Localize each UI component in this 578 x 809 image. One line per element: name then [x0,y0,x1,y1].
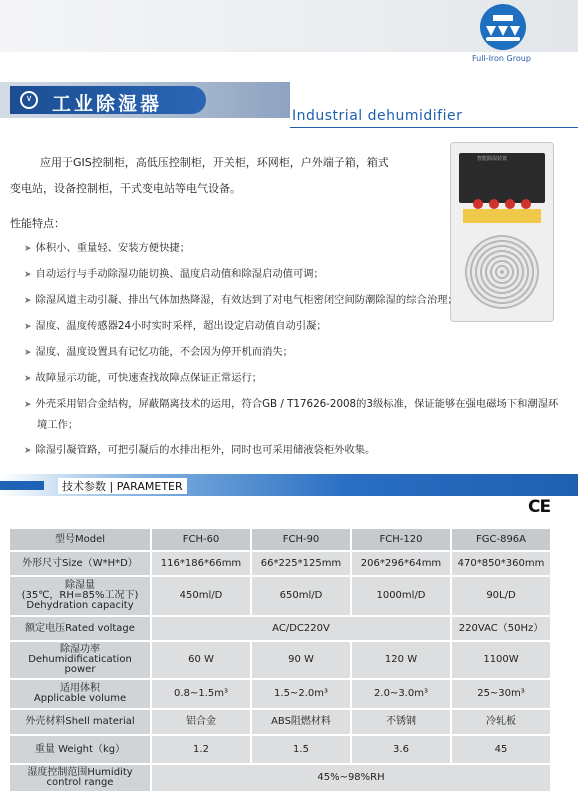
table-cell: 60 W [152,642,250,678]
list-item [24,368,564,389]
intro-line-2: 变电站，设备控制柜，干式变电站等电气设备。 [10,182,241,195]
chevron-down-icon: ∨ [20,91,38,109]
table-cell: 206*296*64mm [352,552,450,575]
feature-text: 湿度、温度传感器24小时实时采样，超出设定启动值自动引凝； [35,320,327,332]
arrow-icon: ➤ [24,348,32,358]
info-label [463,209,541,223]
parameter-banner-accent [0,481,44,490]
arrow-icon: ➤ [24,446,32,456]
row-label-line: Dehumidificatication [28,654,132,665]
table-cell: 470*850*360mm [452,552,550,575]
table-cell: 220VAC（50Hz） [452,617,550,640]
title-divider [290,127,578,128]
table-cell: 1.5~2.0m³ [252,680,350,708]
table-cell: ABS阻燃材料 [252,710,350,734]
table-cell: 90 W [252,642,350,678]
table-cell: 45%~98%RH [152,765,550,791]
row-label-line: 湿度控制范围Humidity [27,767,133,778]
table-row [10,642,550,678]
feature-text: 故障显示功能，可快速查找故障点保证正常运行； [35,372,263,384]
row-label-line: 适用体积 [60,683,100,694]
table-header-cell: FCH-60 [152,529,250,550]
row-label [10,680,150,708]
feature-text: 外壳采用铝合金结构，屏蔽隔离技术的运用，符合GB / T17626-2008的3级标准，保证能够在强电磁场下和潮湿环境工作； [35,398,559,431]
arrow-icon: ➤ [24,400,32,410]
table-cell: 45 [452,736,550,763]
spec-table [8,527,552,793]
feature-text: 除湿风道主动引凝、排出气体加热降湿，有效达到了对电气柜密闭空间防潮除湿的综合治理； [35,294,458,306]
intro-paragraph [10,150,430,202]
row-label: 外壳材料Shell material [10,710,150,734]
table-cell: AC/DC220V [152,617,450,640]
table-cell: 1000ml/D [352,577,450,615]
row-label-line: 除湿量 [65,580,95,591]
arrow-icon: ➤ [24,270,32,280]
row-label: 额定电压Rated voltage [10,617,150,640]
list-item [24,316,564,337]
panel-label: 智能除湿装置 [477,156,508,162]
arrow-icon: ➤ [24,322,32,332]
table-cell: 1.2 [152,736,250,763]
table-cell: 冷轧板 [452,710,550,734]
page-subtitle: Industrial dehumidifier [292,108,463,124]
table-row [10,617,550,640]
logo-icon [480,4,526,50]
list-item [24,440,564,461]
table-cell: 1.5 [252,736,350,763]
table-cell: 116*186*66mm [152,552,250,575]
table-row [10,710,550,734]
row-label-line: (35℃，RH=85%工况下) [21,590,139,601]
list-item [24,238,564,259]
table-header-cell: FCH-90 [252,529,350,550]
arrow-icon: ➤ [24,244,32,254]
table-cell: 450ml/D [152,577,250,615]
row-label: 重量 Weight（kg） [10,736,150,763]
table-row [10,552,550,575]
list-item [24,290,564,311]
table-row [10,680,550,708]
table-cell: 120 W [352,642,450,678]
table-row [10,529,550,550]
row-label [10,577,150,615]
table-header-cell: FCH-120 [352,529,450,550]
table-row [10,765,550,791]
row-label [10,765,150,791]
feature-list [24,238,564,466]
brand-name: Full-Iron Group [472,54,531,63]
list-item [24,394,562,435]
row-label: 外形尺寸Size（W*H*D） [10,552,150,575]
control-panel [459,153,545,203]
row-label-line: Applicable volume [33,693,127,704]
table-cell: 66*225*125mm [252,552,350,575]
table-header-cell: FGC-896A [452,529,550,550]
table-cell: 0.8~1.5m³ [152,680,250,708]
parameter-title: 技术参数 | PARAMETER [58,478,187,494]
page-title: 工业除湿器 [52,93,163,115]
table-cell: 铝合金 [152,710,250,734]
table-cell: 3.6 [352,736,450,763]
table-cell: 25~30m³ [452,680,550,708]
feature-text: 体积小、重量轻、安装方便快捷； [35,242,190,254]
table-cell: 1100W [452,642,550,678]
feature-text: 自动运行与手动除湿功能切换、温度启动值和除湿启动值可调； [35,268,324,280]
table-row [10,577,550,615]
row-label-line: power [64,664,96,675]
feature-text: 除湿引凝管路，可把引凝后的水排出柜外，同时也可采用储液袋柜外收集。 [35,444,376,456]
table-header-cell: 型号Model [10,529,150,550]
feature-text: 湿度、温度设置具有记忆功能，不会因为停开机而消失； [35,346,293,358]
intro-line-1: 应用于GIS控制柜，高低压控制柜，开关柜，环网柜，户外端子箱，箱式 [40,156,389,169]
row-label [10,642,150,678]
table-cell: 2.0~3.0m³ [352,680,450,708]
list-item [24,342,564,363]
brand-logo [472,4,536,66]
table-cell: 650ml/D [252,577,350,615]
row-label-line: Dehydration capacity [26,600,134,611]
table-row [10,736,550,763]
table-cell: 90L/D [452,577,550,615]
ce-mark: CE [528,497,551,517]
arrow-icon: ➤ [24,374,32,384]
arrow-icon: ➤ [24,296,32,306]
list-item [24,264,564,285]
features-title: 性能特点： [10,217,65,230]
row-label-line: 除湿功率 [60,644,100,655]
table-cell: 不锈钢 [352,710,450,734]
row-label-line: control range [46,777,114,788]
